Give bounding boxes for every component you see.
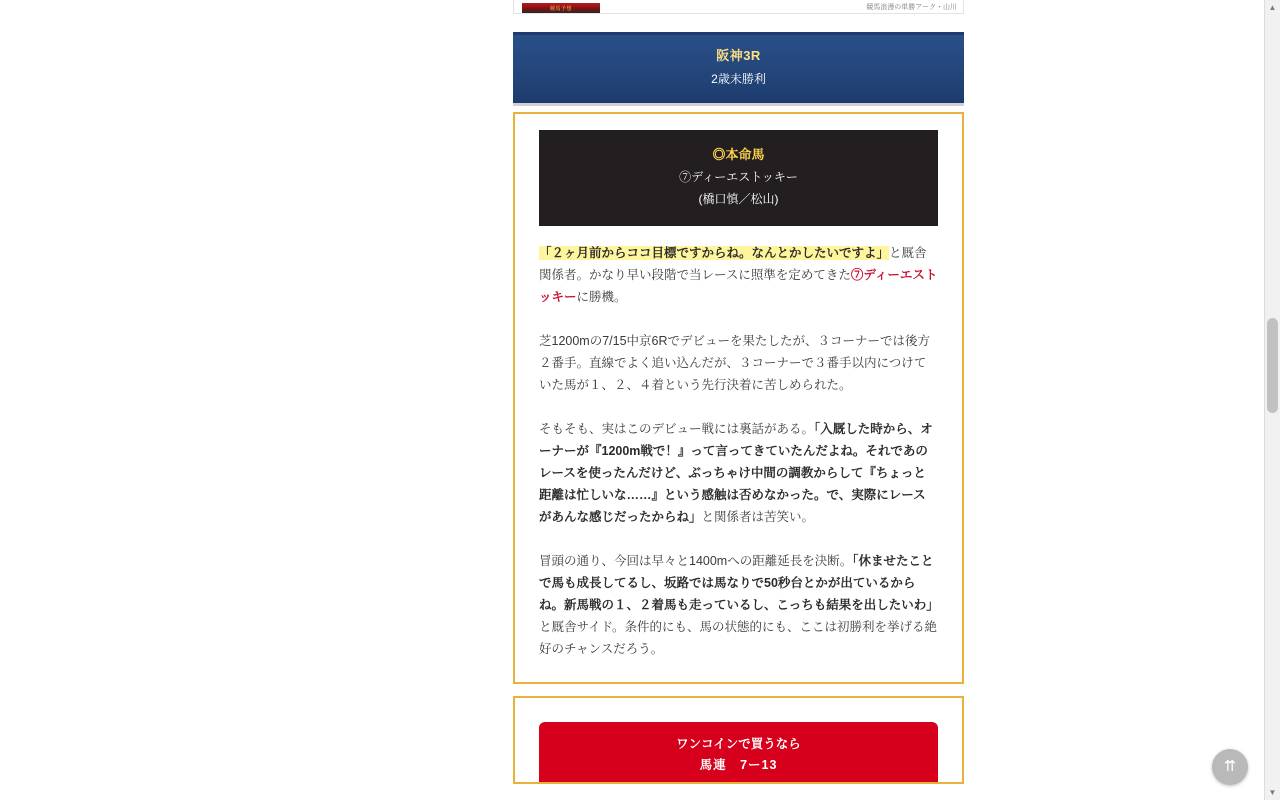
race-header bbox=[513, 32, 964, 103]
paragraph-1 bbox=[539, 242, 938, 308]
article-body bbox=[539, 242, 938, 660]
paragraph-1-after-quote: と厩舎関係者。かなり早い段階で当レースに照準を定めてきた bbox=[539, 246, 927, 282]
paragraph-4 bbox=[539, 550, 938, 660]
cta-card bbox=[513, 696, 964, 784]
honmei-horse-name: ⑦ディーエストッキー bbox=[679, 170, 798, 184]
paragraph-3 bbox=[539, 418, 938, 528]
race-name: 阪神3R bbox=[716, 48, 761, 63]
scroll-down-arrow-icon[interactable]: ▼ bbox=[1265, 785, 1280, 800]
paragraph-4-quote: 「休ませたことで馬も成長してるし、坂路では馬なりで50秒台とかが出ているからね。新馬戦の１、２着馬も走っているし、こっちも結果を出したいわ」 bbox=[539, 554, 939, 612]
paragraph-4-tail: と厩舎サイド。条件的にも、馬の状態的にも、ここは初勝利を挙げる絶好のチャンスだろう。 bbox=[539, 620, 938, 656]
banner-meta-text: 競馬浪漫の単勝アーク・山川 bbox=[866, 4, 957, 11]
banner-thumbnail-label: 競馬予想 bbox=[549, 6, 572, 12]
honmei-box bbox=[539, 130, 938, 226]
banner-thumbnail bbox=[522, 3, 600, 13]
one-coin-buy-button[interactable] bbox=[539, 722, 938, 784]
paragraph-2: 芝1200mの7/15中京6Rでデビューを果たしたが、３コーナーでは後方２番手。直線でよく追い込んだが、３コーナーで３番手以内につけていた馬が１、２、４着という先行決着に苦しめられた。 bbox=[539, 334, 931, 392]
paragraph-3-quote: 「入厩した時から、オーナーが『1200m戦で！』って言ってきていたんだよね。それであのレースを使ったんだけど、ぶっちゃけ中間の調教からして『ちょっと距離は忙しいな……』という感触は否めなかった。で、実際にレースがあんな感じだったからね」 bbox=[539, 422, 933, 524]
race-class: 2歳未勝利 bbox=[711, 72, 766, 86]
quote-highlight-1: 「２ヶ月前からココ目標ですからね。なんとかしたいですよ」 bbox=[539, 246, 890, 260]
honmei-connections: (橋口慎／松山) bbox=[698, 192, 779, 206]
scroll-up-arrow-icon[interactable]: ▲ bbox=[1265, 0, 1280, 15]
back-to-top-icon[interactable]: ⇈ bbox=[1212, 749, 1248, 785]
paragraph-1-tail: に勝機。 bbox=[576, 290, 627, 304]
content-column bbox=[513, 0, 964, 784]
top-banner-card[interactable] bbox=[513, 0, 964, 14]
horse-link[interactable]: ⑦ディーエストッキー bbox=[539, 268, 938, 304]
prediction-card bbox=[513, 112, 964, 684]
vertical-scrollbar[interactable] bbox=[1264, 0, 1280, 800]
honmei-title: ◎本命馬 bbox=[712, 147, 765, 162]
paragraph-4-lead: 冒頭の通り、今回は早々と1400mへの距離延長を決断。 bbox=[539, 554, 853, 568]
cta-line-1: ワンコインで買うなら bbox=[676, 737, 801, 751]
paragraph-3-lead: そもそも、実はこのデビュー戦には裏話がある。 bbox=[539, 422, 815, 436]
cta-line-2: 馬連 7ー13 bbox=[699, 758, 778, 772]
scrollbar-thumb[interactable] bbox=[1267, 318, 1278, 413]
paragraph-3-tail: と関係者は苦笑い。 bbox=[701, 510, 815, 524]
